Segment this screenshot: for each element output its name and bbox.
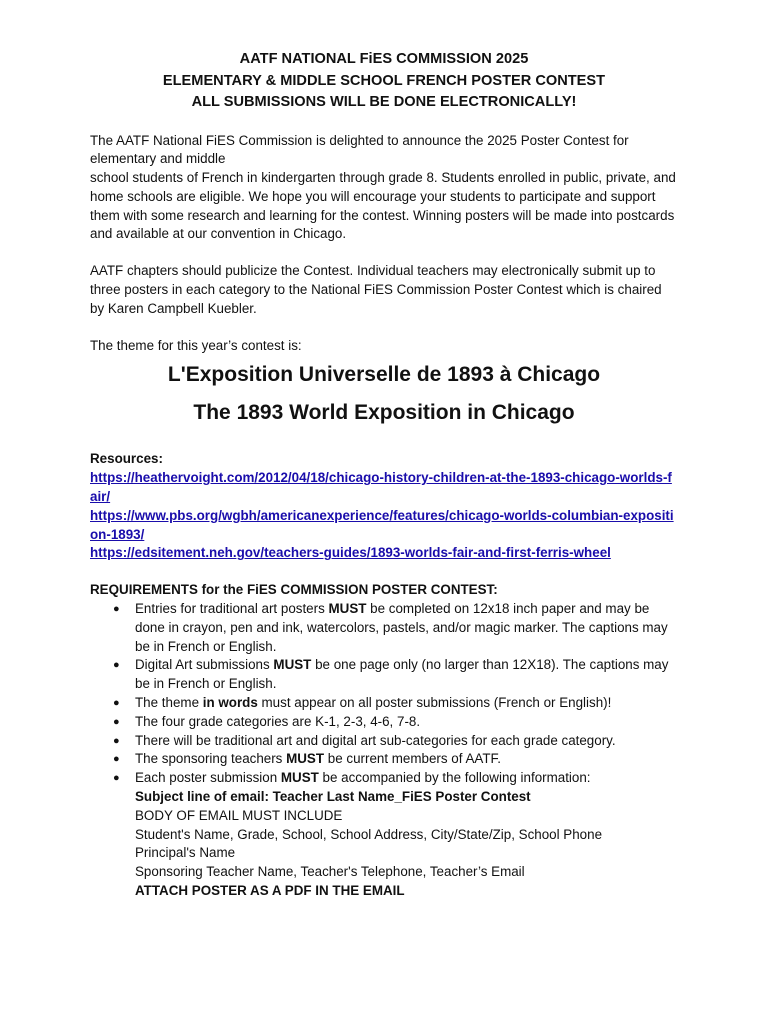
requirement-item: ● The four grade categories are K-1, 2-3, 4-6, 7-8. [135,713,678,732]
requirement-item [135,694,678,713]
theme-intro-block [90,337,678,356]
resource-link-1[interactable]: https://heathervoight.com/2012/04/18/chicago-history-children-at-the-1893-chicago-worlds-fair/ [90,470,672,505]
resource-link-2[interactable]: https://www.pbs.org/wgbh/americanexperience/features/chicago-worlds-columbian-exposition-1893/ [90,507,674,542]
theme-english: The 1893 World Exposition in Chicago [193,401,575,425]
header-line-2: ELEMENTARY & MIDDLE SCHOOL FRENCH POSTER CONTEST [162,72,606,89]
requirements-title: REQUIREMENTS for the FiES COMMISSION POSTER CONTEST: [90,582,498,598]
req-text: be accompanied by the following information: [318,770,591,786]
req-text: Entries for traditional art posters [135,601,329,617]
req-text: Each poster submission [135,770,281,786]
intro-text-1b: school students of French in kindergarten through grade 8. Students enrolled in public, private, and home schools are eligible. We hope you will encourage your students to participate and support them with some research and learning for the contest. Winning posters will be made into postcards and available at our convention in Chicago. [90,170,676,242]
requirements-list [90,600,678,901]
req-emphasis: MUST [286,751,325,767]
attach-instruction: ATTACH POSTER AS A PDF IN THE EMAIL [135,883,405,898]
intro-text-1a: The AATF National FiES Commission is delighted to announce the 2025 Poster Contest for elementary and middle [90,132,629,167]
req-text: be completed on 12x18 inch paper and may be done in crayon, pen and ink, watercolors, pastels, and/or magic marker. The captions may be in French or English. [135,601,668,654]
req-emphasis: MUST [280,770,319,786]
requirement-item [135,750,678,769]
req-text: be current members of AATF. [324,751,501,767]
theme-french: L'Exposition Universelle de 1893 à Chicago [167,363,601,387]
email-body-line-3: Sponsoring Teacher Name, Teacher's Telephone, Teacher’s Email [135,864,525,880]
email-subject-line: Subject line of email: Teacher Last Name_FiES Poster Contest [135,789,531,805]
req-text: be one page only (no larger than 12X18). The captions may be in French or English. [135,657,669,692]
header-line-1: AATF NATIONAL FiES COMMISSION 2025 [239,51,529,67]
req-text: must appear on all poster submissions (French or English)! [257,695,612,711]
requirement-item [135,656,678,694]
requirement-item [135,600,678,656]
resource-link-3[interactable]: https://edsitement.neh.gov/teachers-guides/1893-worlds-fair-and-first-ferris-wheel [90,545,611,561]
req-emphasis: MUST [328,601,367,617]
req-emphasis: in words [202,695,258,711]
intro-paragraph-1 [90,132,678,245]
req-text: The theme [135,695,203,711]
intro-paragraph-2 [90,262,678,318]
email-body-line-1: Student's Name, Grade, School, School Address, City/State/Zip, School Phone [135,826,603,842]
req-text: Digital Art submissions [135,657,274,673]
requirement-item: ● There will be traditional art and digital art sub-categories for each grade category. [135,732,678,751]
theme-intro: The theme for this year’s contest is: [90,337,302,353]
requirements-section [90,581,678,901]
resources-label: Resources: [90,451,163,467]
resources-section [90,450,678,563]
document-header [90,49,678,114]
email-body-line-2: Principal's Name [135,845,236,861]
requirement-item [135,769,678,901]
theme-title [90,357,678,431]
email-body-label: BODY OF EMAIL MUST INCLUDE [135,807,343,823]
header-line-3: ALL SUBMISSIONS WILL BE DONE ELECTRONICALLY! [191,94,577,110]
req-text: The sponsoring teachers [135,751,287,767]
intro-text-2: AATF chapters should publicize the Contest. Individual teachers may electronically submit up to three posters in each category to the National FiES Commission Poster Contest which is chaired by Karen Campbell Kuebler. [90,263,662,316]
req-emphasis: MUST [273,657,312,673]
